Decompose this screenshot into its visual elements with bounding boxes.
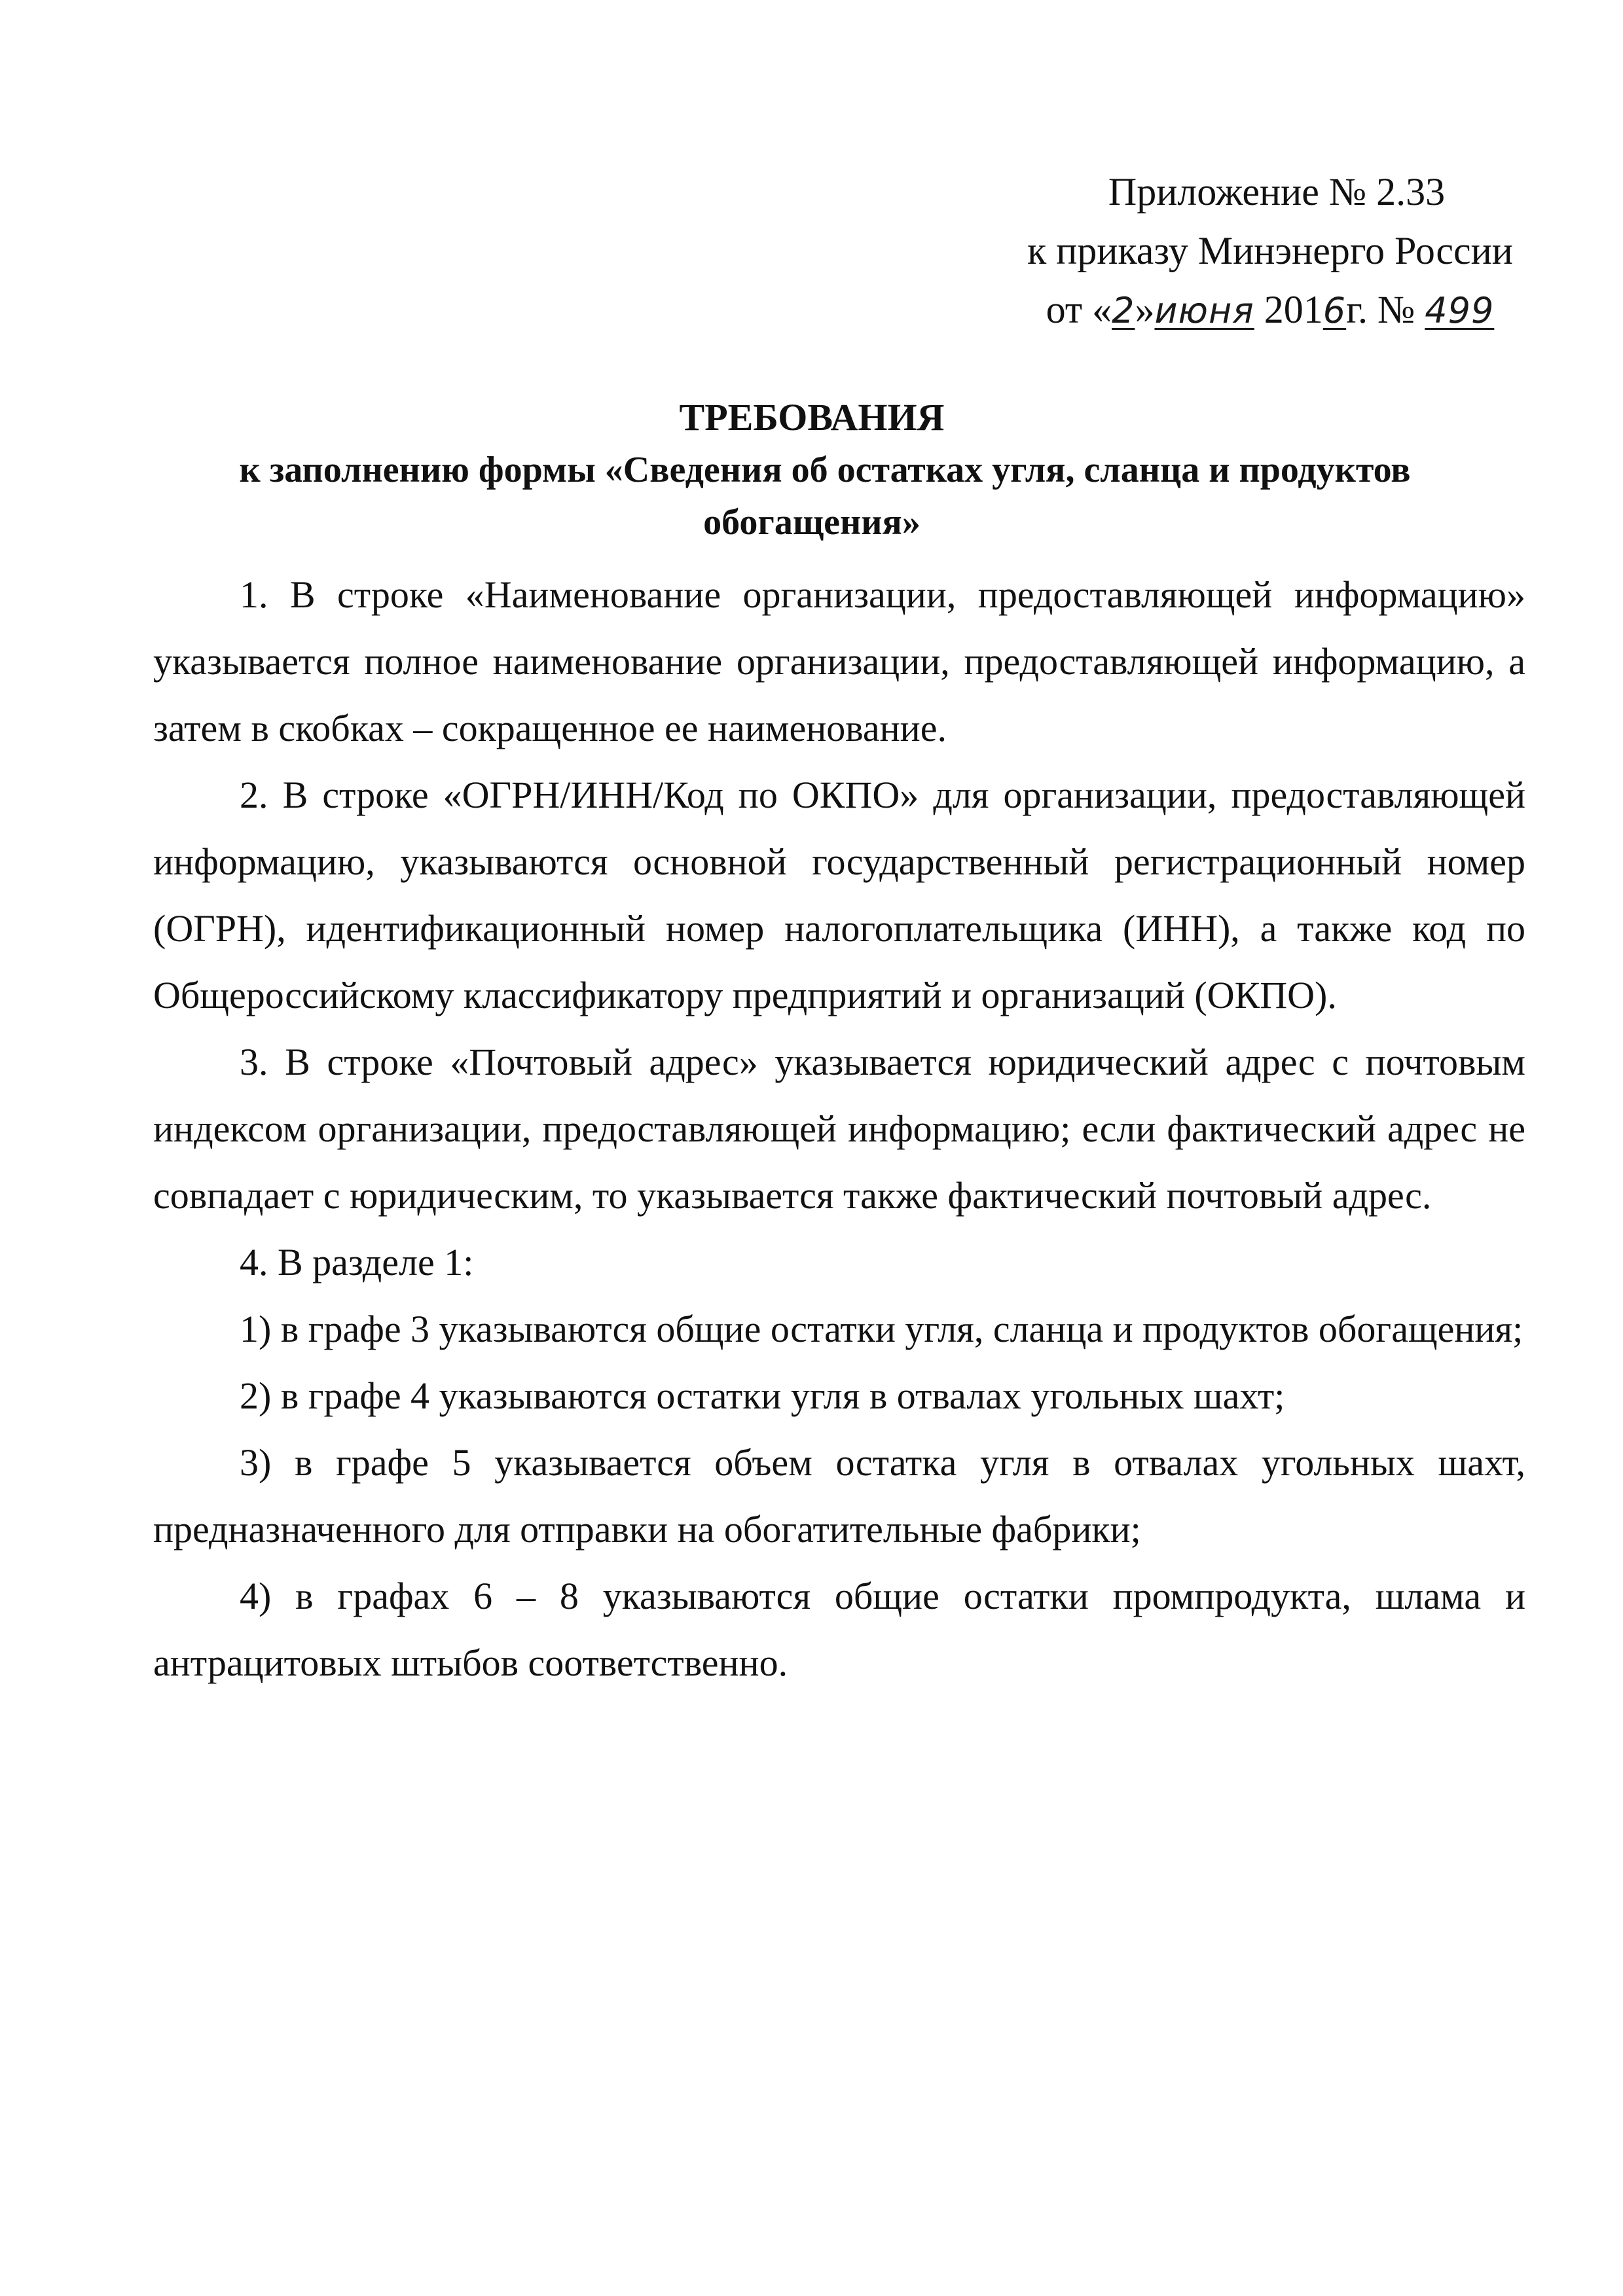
document-body — [153, 562, 1525, 1696]
year-prefix: 201 — [1264, 288, 1323, 331]
handwritten-day: 2 — [1112, 290, 1135, 331]
paragraph-3: 3. В строке «Почтовый адрес» указывается юридический адрес с почтовым индексом организации, предоставляющей информацию; если фактический адрес не совпадает с юридическим, то указывается также фактический почтовый адрес. — [153, 1041, 1525, 1217]
subitem-1: 1) в графе 3 указываются общие остатки угля, сланца и продуктов обогащения; — [240, 1308, 1523, 1350]
paragraph-2: 2. В строке «ОГРН/ИНН/Код по ОКПО» для организации, предоставляющей информацию, указываются основной государственный регистрационный номер (ОГРН), идентификационный номер налогоплательщика (ИНН), а также код по Общероссийскому классификатору предприятий и организаций (ОКПО). — [153, 774, 1525, 1016]
handwritten-month: июня — [1154, 290, 1254, 331]
paragraph-1: 1. В строке «Наименование организации, предоставляющей информацию» указывается полное наименование организации, предоставляющей информацию, а затем в скобках – сокращенное ее наименование. — [153, 573, 1525, 749]
title-heading: ТРЕБОВАНИЯ — [679, 396, 945, 439]
subitem-3: 3) в графе 5 указывается объем остатка угля в отвалах угольных шахт, предназначенного для отправки на обогатительные фабрики; — [153, 1441, 1525, 1551]
appendix-number: Приложение № 2.33 — [1108, 170, 1446, 213]
title-subtitle-line2: обогащения» — [703, 502, 921, 543]
title-subtitle-line1: к заполнению формы «Сведения об остатках угля, сланца и продуктов — [239, 450, 1411, 490]
subitem-4: 4) в графах 6 – 8 указываются общие остатки промпродукта, шлама и антрацитовых штыбов соответственно. — [153, 1575, 1525, 1684]
appendix-order-date-line — [1021, 280, 1519, 340]
handwritten-order-number: 499 — [1425, 290, 1495, 331]
subitem-2: 2) в графе 4 указываются остатки угля в отвалах угольных шахт; — [240, 1374, 1285, 1417]
date-prefix: от « — [1046, 288, 1112, 331]
paragraph-4: 4. В разделе 1: — [240, 1241, 474, 1283]
handwritten-year-digit: 6 — [1322, 290, 1347, 331]
document-title — [157, 391, 1467, 548]
appendix-order-reference: к приказу Минэнерго России — [1027, 229, 1513, 272]
appendix-header — [1021, 162, 1519, 340]
date-mid: » — [1135, 288, 1155, 331]
number-prefix: г. № — [1346, 288, 1415, 331]
